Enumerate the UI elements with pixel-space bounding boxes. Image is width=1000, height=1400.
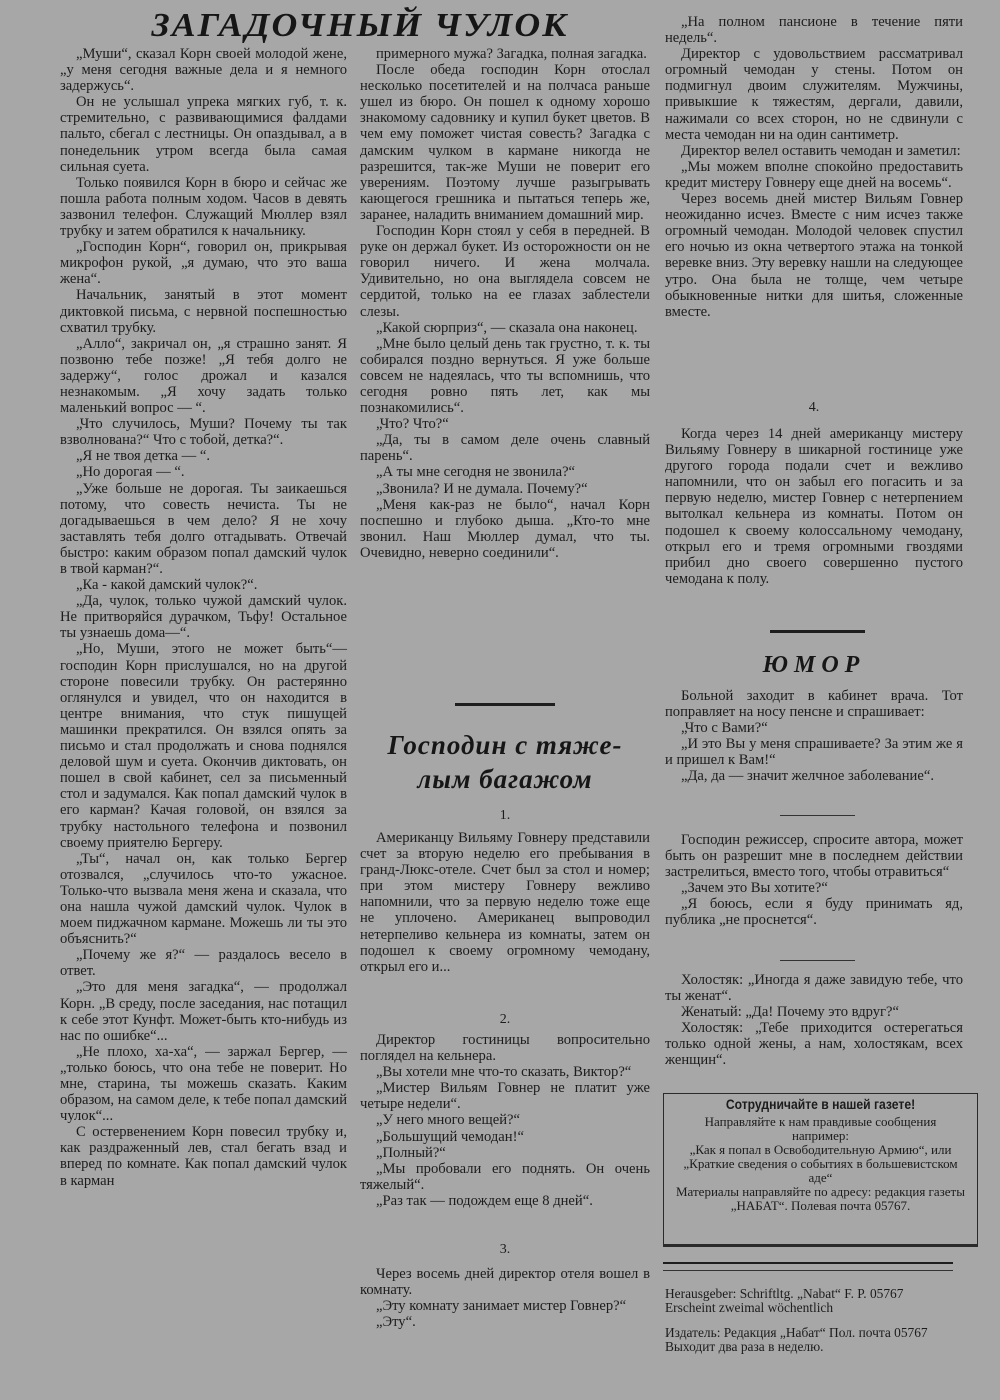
divider [780,960,855,961]
paragraph: „Большущий чемодан!“ [376,1128,524,1145]
paragraph: „Ка - какой дамский чулок?“. [76,577,258,594]
story-column-1 [60,46,347,1189]
paragraph: „Я боюсь, если я буду принимать яд, публика „не проснется“. [665,896,963,929]
story2-part2 [360,1032,650,1209]
imprint-line: Выходит два раза в неделю. [665,1339,824,1354]
paragraph: „И это Вы у меня спрашиваете? За этим же я и пришел к Вам!“ [665,736,963,769]
paragraph: „Мне было целый день так грустно, т. к. ты собирался поздно вернуться. Я уже больше совсем не надеялась, что ты вспомнишь, что сегодня ровно пять лет, как мы познакомились“. [360,335,650,417]
notice-address: Материалы направляйте по адресу: редакция газеты „НАБАТ“. Полевая почта 05767. [676,1184,965,1213]
paragraph: „Эту комнату занимает мистер Говнер?“ [376,1298,627,1315]
paragraph: Американцу Вильяму Говнеру представили счет за вторую неделю его пребывания в гранд-Люкс-отеле. Счет был за стол и номер; при этом мистеру Говнеру вежливо напомнили, что за первую неделю тоже еще не уплочено. Американец выпроводил нетерпеливо кельнера из комнаты, затем он подошел к своему огромному чемодану, открыл его и... [360,830,650,975]
paragraph: Холостяк: „Тебе приходится остерегаться только одной жены, а нам, холостякам, всех женщин“. [665,1020,963,1069]
paragraph: Холостяк: „Иногда я даже завидую тебе, что ты женат“. [665,972,963,1005]
paragraph: „Звонила? И не думала. Почему?“ [376,480,588,497]
paragraph: Только появился Корн в бюро и сейчас же пошла работа полным ходом. Часов в девять зазвонил телефон. Служащий Мюллер взял трубку и затем обратился к начальнику. [60,174,347,240]
paragraph: примерного мужа? Загадка, полная загадка. [376,46,647,62]
paragraph: „Почему же я?“ — раздалось весело в ответ. [60,947,347,980]
joke-3 [665,972,963,1069]
paragraph: „Какой сюрприз“, — сказала она наконец. [376,319,638,336]
paragraph: „Что с Вами?“ [681,720,768,737]
story2-part1 [360,830,650,975]
paragraph: Директор с удовольствием рассматривал огромный чемодан у стены. Потом он подмигнул двоим служителям. Мужчины, привыкшие к тяжестям, дергали, давили, нажимали со всех сторон, но не сдвинули с места чемодан ни на один сантиметр. [665,46,963,143]
paragraph: „Мы можем вполне спокойно предоставить кредит мистеру Говнеру еще дней на восемь“. [665,158,963,191]
story-column-2 [360,46,650,561]
story2-part4 [665,426,963,587]
story2-title [355,728,655,796]
notice-examples: „Как я попал в Освободительную Армию“, или „Краткие сведения о событиях в большевистском аде“ [683,1142,958,1185]
paragraph: „Уже больше не дорогая. Ты заикаешься потому, что совесть нечиста. Ты не догадываешься в чем дело? Я не хочу заставлять тебя долго отгадывать. Отвечай быстро: каким образом попал дамский чулок в твой карман?“. [60,480,347,577]
divider [455,703,555,706]
divider [770,630,865,633]
paragraph: „На полном пансионе в течение пяти недель“. [665,14,963,47]
notice-heading: Сотрудничайте в нашей газете! [725,1097,916,1112]
paragraph: Господин Корн стоял у себя в передней. В руке он держал букет. Из осторожности он не говорил ничего. И жена молчала. Удивительно, но она выглядела совсем не сердитой, только на ее глазах заблестели слезы. [360,223,650,320]
notice-intro: Направляйте к нам правдивые сообщения например: [704,1114,937,1143]
paragraph: С остервенением Корн повесил трубку и, как раздраженный лев, стал бегать взад и вперед по комнате. Как попал дамский чулок в карман [60,1124,347,1189]
paragraph: „Это для меня загадка“, — продолжал Корн. „В среду, после заседания, нас потащил к себе этот Кунфт. Может-быть кто-нибудь из нас по ошибке“... [60,979,347,1044]
divider [663,1270,953,1271]
paragraph: „Меня как-раз не было“, начал Корн поспешно и глубоко дыша. „Кто-то мне звонил. Наш Мюллер думал, что ты. Очевидно, неверно соединили“. [360,496,650,561]
joke-1 [665,688,963,785]
paragraph: Женатый: „Да! Почему это вдруг?“ [681,1004,899,1021]
paragraph: Директор велел оставить чемодан и заметил: [681,142,961,159]
divider [663,1262,953,1264]
paragraph: „Но, Муши, этого не может быть“— господин Корн прислушался, но на другой стороне повесили трубку. Он растерянно оглянулся и увидел, что он находится в центре внимания, что стук пишущей машинки прекратился. Он взялся опять за письмо и стал продолжать и снова поднялся деловой шум и суета. Окончив диктовать, он пошел в свой кабинет, сел за письменный стол и задумался. Как попал дамский чулок в его карман? Качая головой, он взялся за трубку настольного телефона и позвонил своему приятелю Бергеру. [60,641,347,851]
story2-part3-continued [665,14,963,320]
section-number: 3. [499,1242,511,1257]
paragraph: „Да, ты в самом деле очень славный парень“. [360,432,650,465]
paragraph: „Раз так — подождем еще 8 дней“. [376,1192,593,1209]
paragraph: „Алло“, закричал он, „я страшно занят. Я позвоню тебе позже! „Я тебя долго не задержу“, голос дрожал и казался незнакомым. „Я хочу задать только маленький вопрос — “. [60,335,347,417]
imprint-line: Erscheint zweimal wöchentlich [665,1300,834,1315]
section-number: 2. [499,1012,511,1027]
paragraph: Он не услышал упрека мягких губ, т. к. стремительно, с развивающимися фалдами пальто, сбегал с лестницы. Он опаздывал, а в понедельник утром всегда была самая сильная суета. [60,94,347,175]
imprint-german [665,1287,903,1315]
story2-part3 [360,1266,650,1330]
paragraph: „Зачем это Вы хотите?“ [681,880,828,897]
paragraph: „Что случилось, Муши? Почему ты так взволнована?“ Что с тобой, детка?“. [60,416,347,449]
paragraph: „Господин Корн“, говорил он, прикрывая микрофон рукой, „я думаю, что это ваша жена“. [60,239,347,288]
paragraph: Через восемь дней мистер Вильям Говнер неожиданно исчез. Вместе с ним исчез также огромный чемодан. Молодой человек спустил его ночью из окна четвертого этажа на тонкой веревке вниз. Эту веревку нашли на следующее утро. Она была не толще, чем четыре обыкновенные нитки для шитья, сложенные вместе. [665,191,963,320]
paragraph: „Я не твоя детка — “. [76,448,210,465]
paragraph: Когда через 14 дней американцу мистеру Вильяму Говнеру в шикарной гостинице уже другого города подали счет и вежливо напомнили, что он забыл его погасить и за первую неделю, мистер Говнер с нетерпением вытолкал кельнера из комнаты. Потом он подошел к своему колоссальному чемодану, открыл его и тремя огромными гвоздями прибил дно своего совершенно пустого чемодана к полу. [665,426,963,587]
section-number: 4. [808,400,820,415]
paragraph: Господин режиссер, спросите автора, может быть он разрешит мне в последнем действии застрелиться, вместо того, чтобы отравиться“ [665,832,963,881]
paragraph: „Ты“, начал он, как только Бергер отозвался, „случилось что-то ужасное. Только-что вызвала меня жена и сказала, что она нашла чужой дамский чулок. Чулок в моем пиджачном кармане. Можешь ли ты это объяснить?“ [60,850,347,948]
paragraph: „Эту“. [376,1314,416,1331]
paragraph: „Мистер Вильям Говнер не платит уже четыре недели“. [360,1080,650,1113]
joke-2 [665,832,963,929]
humor-title: ЮМОР [762,652,866,678]
paragraph: „Не плохо, ха-ха“, — заржал Бергер, — „только боюсь, что она тебе не поверит. Но мне, старина, ты можешь сказать. Каким образом, на самом деле, к тебе попал дамский чулок“... [60,1043,347,1125]
imprint-line: Издатель: Редакция „Набат“ Пол. почта 05767 [665,1325,928,1340]
story2-title-line2: лым багажом [417,764,593,794]
paragraph: „У него много вещей?“ [376,1112,520,1129]
paragraph: „Но дорогая — “. [76,464,185,481]
paragraph: „Муши“, сказал Корн своей молодой жене, „у меня сегодня важные дела и я немного задержусь“. [60,46,347,95]
paragraph: „Вы хотели мне что-то сказать, Виктор?“ [376,1064,632,1081]
paragraph: „Полный?“ [376,1144,446,1161]
paragraph: Больной заходит в кабинет врача. Тот поправляет на носу пенсне и спрашивает: [665,688,963,721]
story2-title-line1: Господин с тяже- [387,730,623,760]
paragraph: „Да, да — значит желчное заболевание“. [681,768,934,785]
divider [780,815,855,816]
imprint-line: Herausgeber: Schriftltg. „Nabat“ F. P. 05767 [665,1286,904,1301]
imprint-russian [665,1326,928,1354]
paragraph: „Да, чулок, только чужой дамский чулок. Не притворяйся дурачком, Тьфу! Остальное ты узнаешь дома—“. [60,593,347,642]
section-number: 1. [499,808,511,823]
notice-box [663,1093,978,1247]
paragraph: Директор гостиницы вопросительно поглядел на кельнера. [360,1032,650,1065]
story-title: ЗАГАДОЧНЫЙ ЧУЛОК [151,7,569,44]
paragraph: Начальник, занятый в этот момент диктовкой письма, с нервной поспешностью схватил трубку. [60,287,347,336]
paragraph: Через восемь дней директор отеля вошел в комнату. [360,1266,650,1299]
paragraph: „Что? Что?“ [376,416,449,433]
paragraph: „Мы пробовали его поднять. Он очень тяжелый“. [360,1160,650,1193]
paragraph: После обеда господин Корн отослал несколько посетителей и на полчаса раньше ушел из бюро. Он пошел к одному хорошо знакомому садовнику и купил букет цветов. В чем ему поможет чистая совесть? Загадка с дамским чулком в кармане никогда не разрешится, так-же Муши не поверит его уверениям. Поэтому лучше разыгрывать кающегося грешника и пытаться теперь же, заранее, наладить вниманием домашний мир. [360,62,650,223]
paragraph: „А ты мне сегодня не звонила?“ [376,464,576,481]
